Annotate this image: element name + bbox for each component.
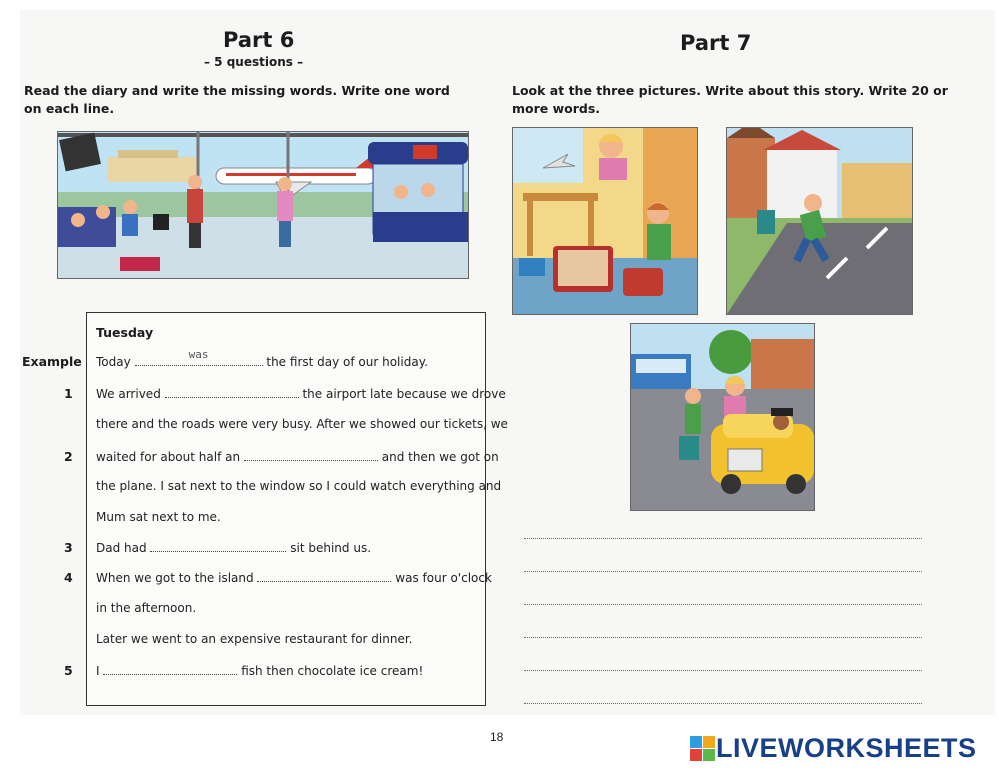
question-2-line3: Mum sat next to me. bbox=[96, 510, 221, 524]
question-2-number: 2 bbox=[64, 449, 73, 464]
question-5-text-before: I bbox=[96, 664, 100, 678]
writing-line-5[interactable] bbox=[524, 670, 922, 671]
writing-line-3[interactable] bbox=[524, 604, 922, 605]
question-1-number: 1 bbox=[64, 386, 73, 401]
story-picture-3 bbox=[630, 323, 815, 511]
part6-instruction-line1: Read the diary and write the missing words. Write one word bbox=[24, 83, 450, 98]
diary-box bbox=[86, 312, 486, 706]
part7-title: Part 7 bbox=[680, 31, 752, 55]
part7-instruction-line2: more words. bbox=[512, 101, 601, 116]
question-4-number: 4 bbox=[64, 570, 73, 585]
question-4-line bbox=[96, 570, 492, 585]
question-4-blank[interactable] bbox=[257, 570, 391, 582]
question-2-text-after: and then we got on bbox=[381, 450, 499, 464]
question-3-text-after: sit behind us. bbox=[290, 541, 372, 555]
part6-instruction-line2: on each line. bbox=[24, 101, 115, 116]
part7-instruction-line1: Look at the three pictures. Write about this story. Write 20 or bbox=[512, 83, 948, 98]
question-1-text-after: the airport late because we drove bbox=[302, 387, 506, 401]
page-number: 18 bbox=[490, 730, 504, 744]
question-3-number: 3 bbox=[64, 540, 73, 555]
question-5-blank[interactable] bbox=[103, 663, 237, 675]
question-4-text-before: When we got to the island bbox=[96, 571, 254, 585]
question-1-text-before: We arrived bbox=[96, 387, 161, 401]
diary-day: Tuesday bbox=[96, 325, 154, 340]
writing-line-6[interactable] bbox=[524, 703, 922, 704]
question-5-number: 5 bbox=[64, 663, 73, 678]
question-4-line2: in the afternoon. bbox=[96, 601, 197, 615]
question-1-blank[interactable] bbox=[165, 386, 299, 398]
liveworksheets-logo bbox=[690, 733, 977, 764]
question-4-text-after: was four o'clock bbox=[395, 571, 492, 585]
example-answer: was bbox=[188, 348, 209, 361]
question-3-line bbox=[96, 540, 371, 555]
question-5-line bbox=[96, 663, 423, 678]
story-picture-2 bbox=[726, 127, 913, 315]
question-1-line bbox=[96, 386, 506, 401]
example-text-after: the first day of our holiday. bbox=[266, 355, 428, 369]
airport-illustration bbox=[57, 131, 469, 279]
story-picture-1 bbox=[512, 127, 698, 315]
later-line: Later we went to an expensive restaurant for dinner. bbox=[96, 632, 413, 646]
part6-subtitle: – 5 questions – bbox=[204, 55, 304, 69]
writing-line-2[interactable] bbox=[524, 571, 922, 572]
example-text-before: Today bbox=[96, 355, 131, 369]
question-2-blank[interactable] bbox=[244, 449, 378, 461]
question-1-line2: there and the roads were very busy. After we showed our tickets, we bbox=[96, 417, 508, 431]
question-3-blank[interactable] bbox=[150, 540, 286, 552]
part6-title: Part 6 bbox=[223, 28, 295, 52]
question-3-text-before: Dad had bbox=[96, 541, 147, 555]
logo-text: LIVEWORKSHEETS bbox=[716, 733, 977, 763]
writing-line-4[interactable] bbox=[524, 637, 922, 638]
question-2-line bbox=[96, 449, 499, 464]
question-2-text-before: waited for about half an bbox=[96, 450, 241, 464]
example-label: Example bbox=[22, 354, 82, 369]
example-answer-blank bbox=[135, 348, 263, 366]
writing-line-1[interactable] bbox=[524, 538, 922, 539]
example-line bbox=[96, 348, 428, 369]
question-2-line2: the plane. I sat next to the window so I could watch everything and bbox=[96, 479, 502, 493]
logo-icon bbox=[690, 736, 716, 762]
question-5-text-after: fish then chocolate ice cream! bbox=[241, 664, 424, 678]
